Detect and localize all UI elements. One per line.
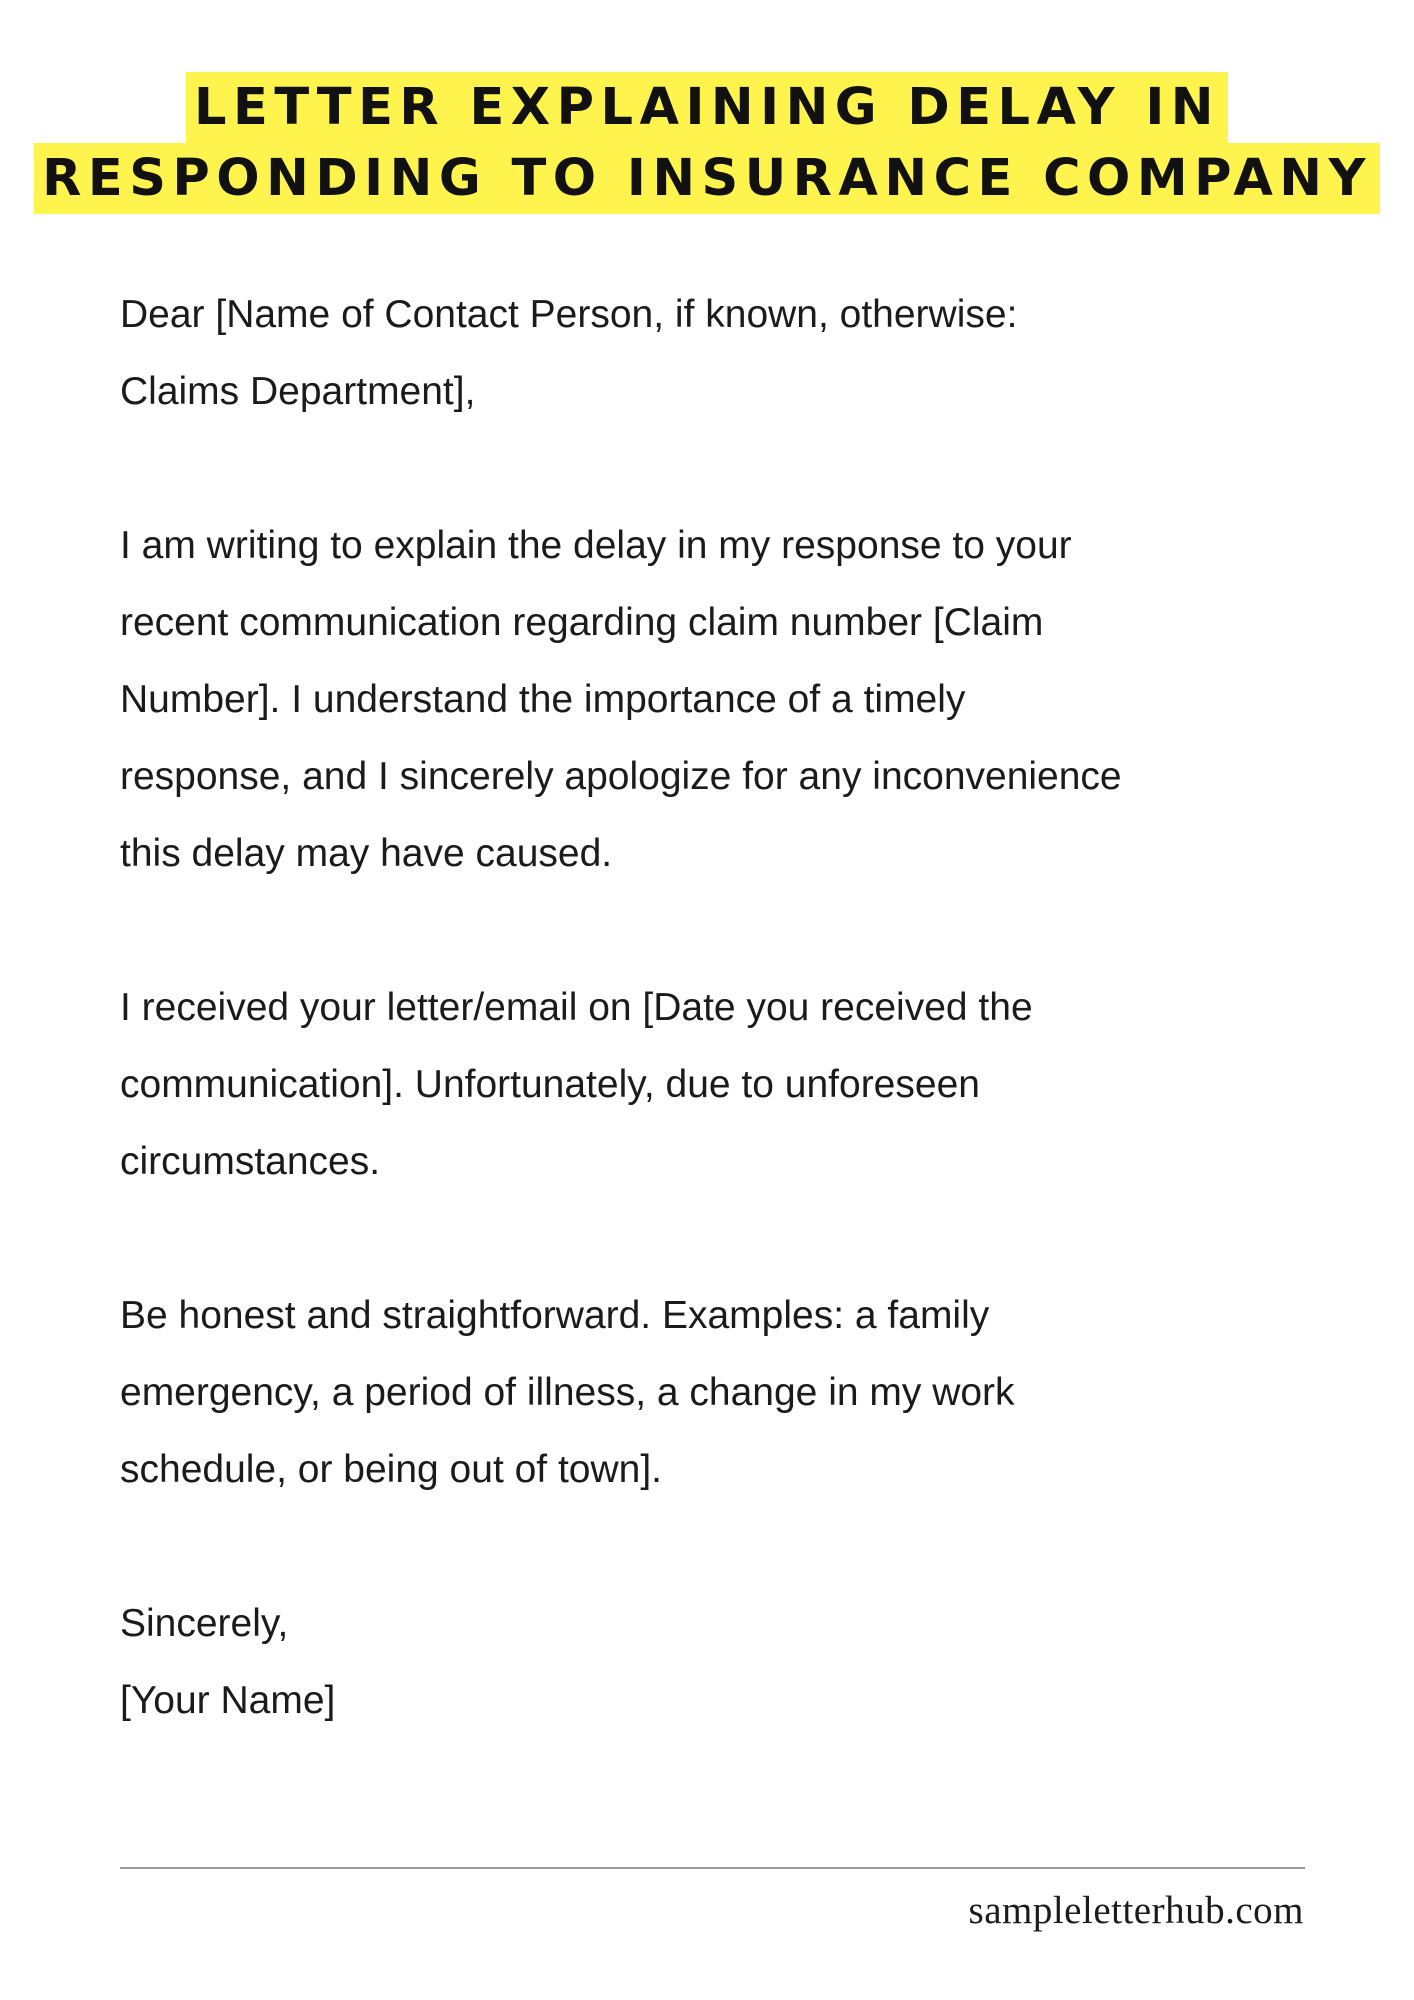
title-line-2: RESPONDING TO INSURANCE COMPANY <box>34 143 1380 214</box>
paragraph-1: I am writing to explain the delay in my response to your recent communication regarding claim number [Claim Number]. I understand the importance of a timely response, and I sincerely apologize for any inconvenience this delay may have caused. <box>120 524 1122 875</box>
paragraph-3: Be honest and straightforward. Examples: a family emergency, a period of illness, a change in my work schedule, or being out of town]. <box>120 1294 1015 1491</box>
title-line-1: LETTER EXPLAINING DELAY IN <box>186 72 1228 143</box>
closing: Sincerely, <box>120 1602 289 1645</box>
footer-divider <box>120 1867 1305 1869</box>
salutation: Dear [Name of Contact Person, if known, otherwise: Claims Department], <box>120 293 1018 413</box>
footer-website: sampleletterhub.com <box>968 1889 1304 1932</box>
paragraph-2: I received your letter/email on [Date you received the communication]. Unfortunately, due to unforeseen circumstances. <box>120 986 1033 1183</box>
letter-title <box>0 72 1414 214</box>
letter-body <box>120 276 1370 1739</box>
signature: [Your Name] <box>120 1679 336 1722</box>
